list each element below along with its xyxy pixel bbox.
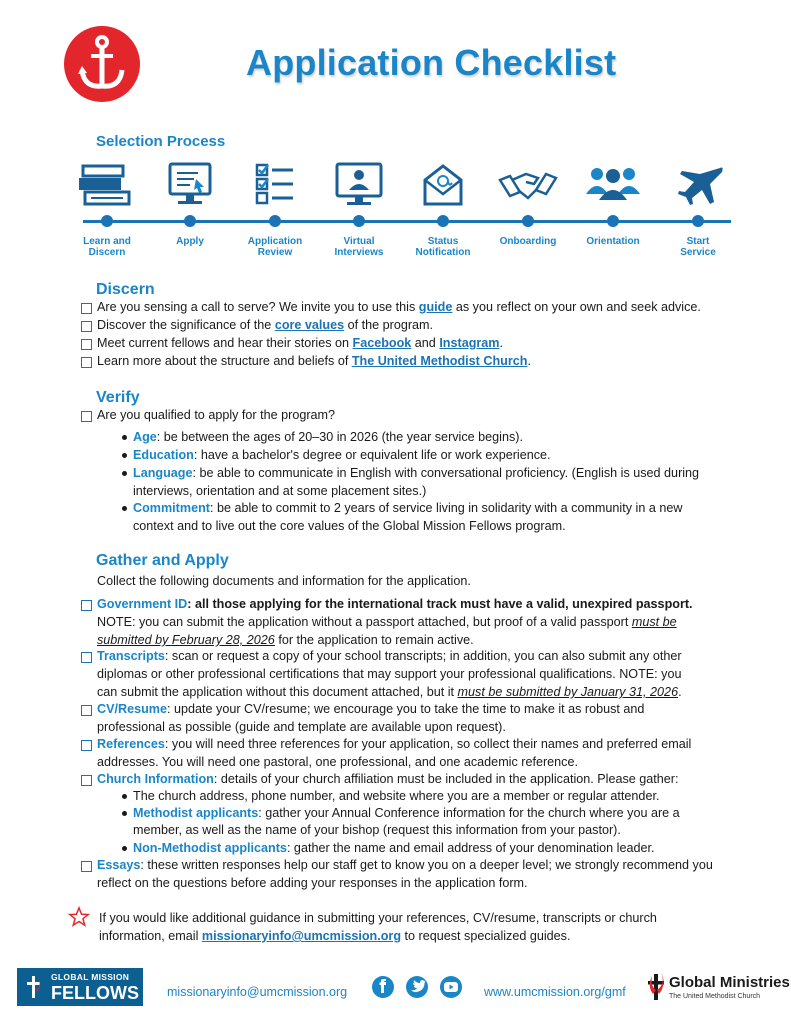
checkbox[interactable] [81,339,92,350]
youtube-icon[interactable] [440,976,462,998]
gather-heading: Gather and Apply [96,552,229,569]
checkbox[interactable] [81,861,92,872]
checkbox[interactable] [81,411,92,422]
step-dot [184,215,196,227]
books-icon [77,162,137,208]
verify-commitment: Commitment: be able to commit to 2 years of service living in solidarity with a community in a new [133,501,683,515]
step-label: Status [427,236,459,247]
gather-government-id-note: NOTE: you can submit the application without a passport attached, but proof of a valid passport must be [97,615,677,629]
footer-email[interactable]: missionaryinfo@umcmission.org [167,985,348,999]
gather-church: Church Information: details of your church affiliation must be included in the application. Please gather: [97,772,679,786]
badge-subtitle: GLOBAL MISSION [51,972,130,982]
discern-item-fellows: Meet current fellows and hear their stories on Facebook and Instagram. [97,336,504,350]
gather-church-address: The church address, phone number, and website where you are a member or regular attender. [133,789,660,803]
cross-flame-icon [23,974,45,1000]
checkbox[interactable] [81,357,92,368]
bullet [122,846,127,851]
step-label: Onboarding [499,236,557,247]
gather-cv-l2: professional as possible (guide and template are available upon request). [97,720,506,734]
checkbox[interactable] [81,740,92,751]
gmf-logo-badge [17,968,143,1006]
step-virtual-interviews [314,158,404,262]
note-line-2: information, email missionaryinfo@umcmission.org to request specialized guides. [99,929,571,943]
selection-process-timeline [60,158,760,262]
checkbox[interactable] [81,775,92,786]
step-label: Learn and [83,236,131,247]
gather-essays: Essays: these written responses help our staff get to know you on a deeper level; we strongly recommend you [97,858,713,872]
gather-intro: Collect the following documents and information for the application. [97,574,471,588]
step-learn-and-discern [62,158,152,262]
step-dot [101,215,113,227]
guide-link[interactable]: guide [418,300,453,314]
core-values-link[interactable]: core values [274,318,345,332]
step-dot [269,215,281,227]
footer-website[interactable]: www.umcmission.org/gmf [484,985,626,999]
step-dot [522,215,534,227]
gather-government-id-deadline: submitted by February 28, 2026 for the application to remain active. [97,633,474,647]
gather-government-id: Government ID: all those applying for the international track must have a valid, unexpired passport. [97,597,693,611]
bullet [122,435,127,440]
step-label: Orientation [586,236,640,247]
umc-link[interactable]: The United Methodist Church [351,354,528,368]
step-label: Start [686,236,710,247]
verify-language: Language: be able to communicate in English with conversational proficiency. (English is used during [133,466,700,480]
gather-non-methodist: Non-Methodist applicants: gather the name and email address of your denomination leader. [133,841,655,855]
step-label-2: Review [257,247,293,258]
bullet [122,811,127,816]
gather-transcripts-l3: can submit the application without this document attached, but it must be submitted by January 31, 2026. [97,685,682,699]
verify-commitment-cont: context and to live out the core values of the Global Mission Fellows program. [133,519,566,533]
discern-heading: Discern [96,281,155,298]
global-ministries-subtitle: The United Methodist Church [669,993,761,1000]
checkbox[interactable] [81,600,92,611]
anchor-logo [64,26,140,102]
gather-transcripts-l2: diplomas or other professional certifications that may support your professional qualifications. NOTE: you [97,667,682,681]
verify-education: Education: have a bachelor's degree or equivalent life or work experience. [133,448,551,462]
verify-age: Age: be between the ages of 20–30 in 2026 (the year service begins). [133,430,523,444]
video-call-icon [329,162,389,208]
facebook-link[interactable]: Facebook [352,336,412,350]
computer-form-icon [160,162,220,208]
checkbox[interactable] [81,321,92,332]
step-orientation [568,158,658,262]
gather-methodist: Methodist applicants: gather your Annual Conference information for the church where you are a [133,806,680,820]
discern-item-guide: Are you sensing a call to serve? We invite you to use this guide as you reflect on your own and seek advice. [97,300,701,314]
step-start-service [653,158,743,262]
verify-heading: Verify [96,389,140,406]
step-dot [607,215,619,227]
email-link[interactable]: missionaryinfo@umcmission.org [201,929,402,943]
step-onboarding [483,158,573,262]
checkbox[interactable] [81,705,92,716]
checkbox[interactable] [81,652,92,663]
anchor-icon [64,26,140,102]
facebook-icon[interactable] [372,976,394,998]
bullet [122,453,127,458]
step-dot [353,215,365,227]
selection-process-heading: Selection Process [96,133,226,150]
bullet [122,471,127,476]
verify-question: Are you qualified to apply for the program? [97,408,336,422]
step-label-2: Discern [88,247,126,258]
page-title: Application Checklist [246,42,617,83]
gather-references-l2: addresses. You will need one pastoral, one professional, and one academic reference. [97,755,578,769]
gather-references: References: you will need three references for your application, so collect their names and preferred email [97,737,692,751]
step-status-notification [398,158,488,262]
step-application-review [230,158,320,262]
global-ministries-title: Global Ministries [669,974,790,991]
checkbox[interactable] [81,303,92,314]
gather-methodist-l2: member, as well as the name of your bishop (request this information from your pastor). [133,823,621,837]
handshake-icon [498,162,558,208]
discern-item-core-values: Discover the significance of the core values of the program. [97,318,434,332]
step-label-2: Notification [415,247,471,258]
bullet [122,794,127,799]
verify-language-cont: interviews, orientation and at some placement sites.) [133,484,427,498]
step-dot [692,215,704,227]
bullet [122,506,127,511]
step-label-2: Interviews [334,247,384,258]
step-apply [145,158,235,262]
instagram-link[interactable]: Instagram [439,336,500,350]
twitter-icon[interactable] [406,976,428,998]
discern-item-umc: Learn more about the structure and beliefs of The United Methodist Church. [97,354,531,368]
note-line-1: If you would like additional guidance in submitting your references, CV/resume, transcripts or church [99,911,657,925]
gather-cv: CV/Resume: update your CV/resume; we encourage you to take the time to make it as robust and [97,702,645,716]
gather-transcripts: Transcripts: scan or request a copy of your school transcripts; in addition, you can also submit any other [97,649,682,663]
step-dot [437,215,449,227]
envelope-at-icon [413,162,473,208]
badge-title: FELLOWS [51,983,139,1003]
gather-essays-l2: reflect on the questions before adding your responses in the application form. [97,876,528,890]
cross-flame-logo-icon [645,968,667,1002]
step-label-2: Service [680,247,716,258]
step-label: Apply [176,236,204,247]
airplane-icon [668,162,728,208]
star-outline-icon [68,906,90,928]
step-label: Virtual [343,236,375,247]
step-label: Application [247,236,303,247]
checklist-icon [245,162,305,208]
group-icon [583,162,643,208]
